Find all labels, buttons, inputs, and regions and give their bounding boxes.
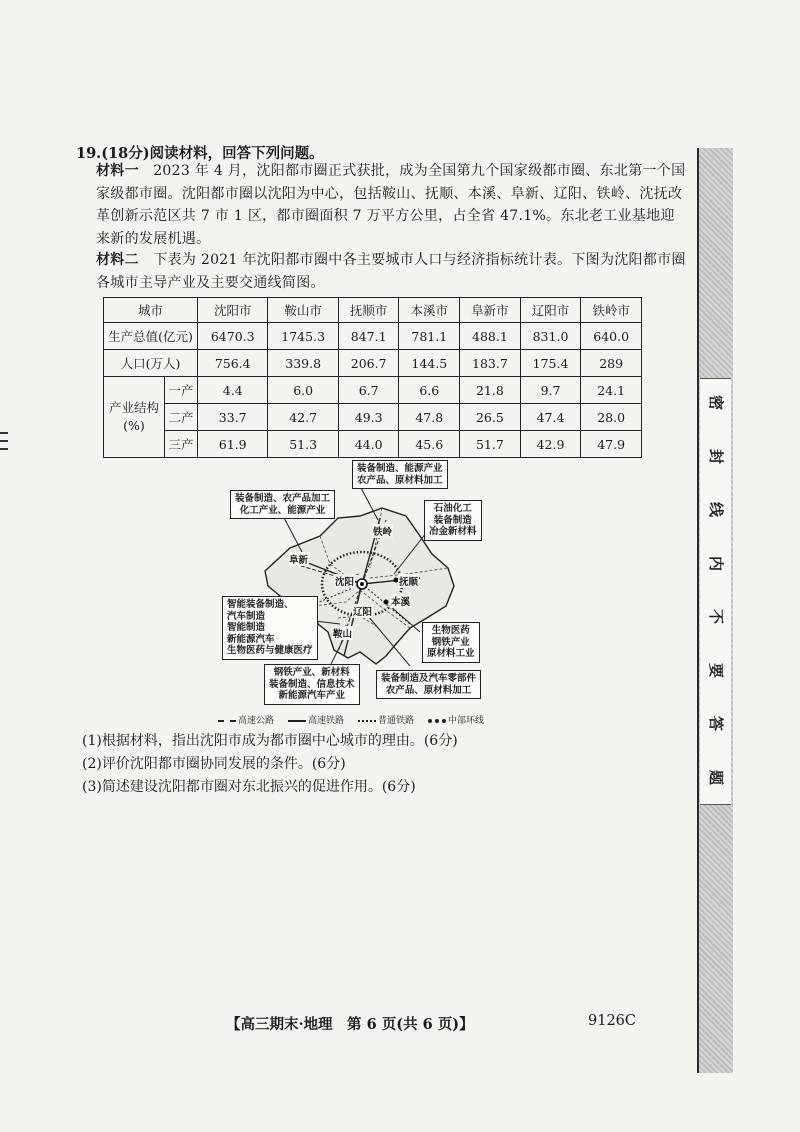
table-cell: 6470.3 (198, 323, 268, 350)
table-corner-cell: 城市 (104, 298, 198, 323)
table-cell: 781.1 (399, 323, 460, 350)
strip-char: 线 (707, 502, 726, 518)
legend-label: 高速公路 (238, 716, 275, 726)
city-marker-benxi (384, 600, 389, 605)
table-cell: 488.1 (460, 323, 521, 350)
city-label-tieling: 铁岭 (372, 524, 393, 538)
city-label-fushun: 抚顺 (398, 574, 419, 588)
material-one-text: 2023 年 4 月，沈阳都市圈正式获批，成为全国第九个国家级都市圈、东北第一个国家级都市圈。沈阳都市圈以沈阳为中心，包括鞍山、抚顺、本溪、阜新、辽阳、铁岭、沈抚改革创新示范区共 7 市 1 区，都市圈面积 7 万平方公里，占全省 47.1%。东北老工业基地迎来新的发展机遇。 (96, 163, 686, 247)
page-footer: 【高三期末·地理 第 6 页(共 6 页)】 (226, 1016, 474, 1033)
table-cell: 51.7 (460, 431, 521, 458)
table-cell: 175.4 (520, 350, 581, 377)
table-cell: 339.8 (268, 350, 338, 377)
legend-item-railway (358, 713, 414, 726)
industry-box-shenyang (222, 596, 318, 660)
material-two-text: 下表为 2021 年沈阳都市圈中各主要城市人口与经济指标统计表。下图为沈阳都市圈各城市主导产业及主要交通线简图。 (96, 252, 686, 291)
industry-box-line: 装备制造及汽车零部件 (381, 673, 477, 684)
subquestion-3: (3)简述建设沈阳都市圈对东北振兴的促进作用。(6分) (82, 779, 416, 795)
table-cell: 9.7 (520, 377, 581, 404)
table-header-cell: 鞍山市 (268, 298, 338, 323)
industry-box-line: 生物医药 (431, 625, 470, 636)
table-cell: 47.9 (581, 431, 642, 458)
city-label-shenyang: 沈阳 (334, 574, 355, 588)
industry-box-benxi (422, 622, 480, 663)
industry-box-tieling (352, 460, 448, 489)
strip-char: 题 (707, 769, 726, 785)
strip-char: 答 (707, 716, 726, 732)
table-header-cell: 沈阳市 (198, 298, 268, 323)
industry-box-line: 钢铁产业 (431, 636, 470, 648)
table-cell: 6.7 (338, 377, 399, 404)
row-label: 人口(万人) (104, 350, 198, 377)
table-cell: 6.6 (399, 377, 460, 404)
strip-char: 内 (707, 555, 726, 571)
table-cell: 49.3 (338, 404, 399, 431)
industry-box-fushun (424, 500, 482, 541)
industry-box-line: 智能制造 (227, 622, 266, 633)
industry-box-line: 原材料工业 (427, 648, 475, 659)
table-cell: 144.5 (399, 350, 460, 377)
table-cell: 45.6 (399, 431, 460, 458)
industry-box-line: 装备制造、能源产业 (357, 463, 443, 474)
industry-box-line: 新能源汽车 (227, 633, 275, 645)
table-header-row (104, 298, 642, 323)
industry-box-line: 新能源汽车产业 (278, 690, 346, 701)
material-one-label: 材料一 (96, 163, 139, 179)
city-statistics-table (103, 297, 642, 458)
table-cell: 42.9 (520, 431, 581, 458)
subquestion-2: (2)评价沈阳都市圈协同发展的条件。(6分) (82, 756, 346, 772)
industry-box-fuxin (230, 490, 335, 519)
table-cell: 847.1 (338, 323, 399, 350)
table-cell: 42.7 (268, 404, 338, 431)
industry-box-line: 装备制造 (433, 514, 472, 526)
table-cell: 183.7 (460, 350, 521, 377)
table-cell: 47.8 (399, 404, 460, 431)
strip-char: 不 (707, 609, 726, 625)
table-row-tertiary (104, 431, 642, 458)
table-header-cell: 抚顺市 (338, 298, 399, 323)
row-label: 生产总值(亿元) (104, 323, 198, 350)
paper-code: 9126C (588, 1013, 636, 1029)
table-header-cell: 铁岭市 (581, 298, 642, 323)
industry-box-anshan (264, 664, 360, 705)
table-cell: 831.0 (520, 323, 581, 350)
map-legend (218, 713, 518, 726)
table-cell: 206.7 (338, 350, 399, 377)
city-label-liaoyang: 辽阳 (352, 604, 373, 618)
table-header-cell: 阜新市 (460, 298, 521, 323)
table-cell: 26.5 (460, 404, 521, 431)
table-cell: 21.8 (460, 377, 521, 404)
binding-strip-text (703, 395, 729, 785)
table-header-cell: 本溪市 (399, 298, 460, 323)
table-row-gdp (104, 323, 642, 350)
industry-box-line: 装备制造、信息技术 (269, 678, 355, 690)
question-header: 19.(18分)阅读材料，回答下列问题。 (76, 145, 324, 162)
industry-structure-label (104, 377, 165, 458)
legend-label: 普通铁路 (378, 716, 415, 726)
table-cell: 61.9 (198, 431, 268, 458)
table-cell: 44.0 (338, 431, 399, 458)
table-header-cell: 辽阳市 (520, 298, 581, 323)
table-row-primary (104, 377, 642, 404)
material-two-label: 材料二 (96, 252, 139, 268)
table-cell: 6.0 (268, 377, 338, 404)
material-two (96, 249, 686, 294)
table-cell: 33.7 (198, 404, 268, 431)
metro-area-map (210, 456, 506, 718)
industry-box-line: 冶金新材料 (429, 526, 477, 537)
row-label: 二产 (165, 404, 198, 431)
legend-label: 高速铁路 (308, 716, 345, 726)
legend-item-high-speed-rail (288, 713, 344, 726)
industry-box-line: 生物医药与健康医疗 (227, 645, 313, 656)
subquestion-1: (1)根据材料，指出沈阳市成为都市圈中心城市的理由。(6分) (82, 733, 458, 749)
strip-char: 封 (707, 448, 726, 464)
ring-symbol (428, 719, 446, 723)
highway-symbol (218, 720, 236, 722)
city-label-anshan: 鞍山 (332, 626, 353, 640)
table-row-population (104, 350, 642, 377)
table-cell: 640.0 (581, 323, 642, 350)
left-edge-marks (0, 432, 10, 456)
industry-box-liaoyang (376, 670, 481, 699)
table-cell: 4.4 (198, 377, 268, 404)
table-cell: 756.4 (198, 350, 268, 377)
strip-char: 密 (707, 394, 726, 411)
industry-box-line: 装备制造、农产品加工 (235, 493, 331, 504)
table-cell: 28.0 (581, 404, 642, 431)
city-label-fuxin: 阜新 (288, 552, 309, 566)
legend-item-ring (428, 713, 484, 726)
city-label-benxi: 本溪 (390, 594, 411, 608)
table-row-secondary (104, 404, 642, 431)
industry-box-line: 化工产业、能源产业 (239, 504, 326, 516)
table-cell: 1745.3 (268, 323, 338, 350)
row-label: 一产 (165, 377, 198, 404)
legend-item-highway (218, 713, 274, 726)
industry-box-line: 汽车制造 (227, 610, 266, 622)
industry-box-line: 智能装备制造、 (227, 599, 294, 610)
industry-label-line2: (%) (123, 418, 145, 433)
material-one (96, 160, 686, 250)
table-cell: 24.1 (581, 377, 642, 404)
table-cell: 289 (581, 350, 642, 377)
industry-box-line: 石油化工 (433, 503, 472, 514)
table-cell: 51.3 (268, 431, 338, 458)
railway-symbol (358, 720, 376, 722)
row-label: 三产 (165, 431, 198, 458)
rail-symbol (288, 720, 306, 722)
legend-label: 中部环线 (448, 716, 485, 726)
industry-label-line1: 产业结构 (108, 400, 159, 415)
industry-box-line: 农产品、原材料加工 (385, 684, 472, 696)
industry-box-line: 钢铁产业、新材料 (273, 667, 350, 678)
strip-char: 要 (707, 662, 726, 678)
industry-box-line: 农产品、原材料加工 (357, 474, 443, 486)
table-cell: 47.4 (520, 404, 581, 431)
